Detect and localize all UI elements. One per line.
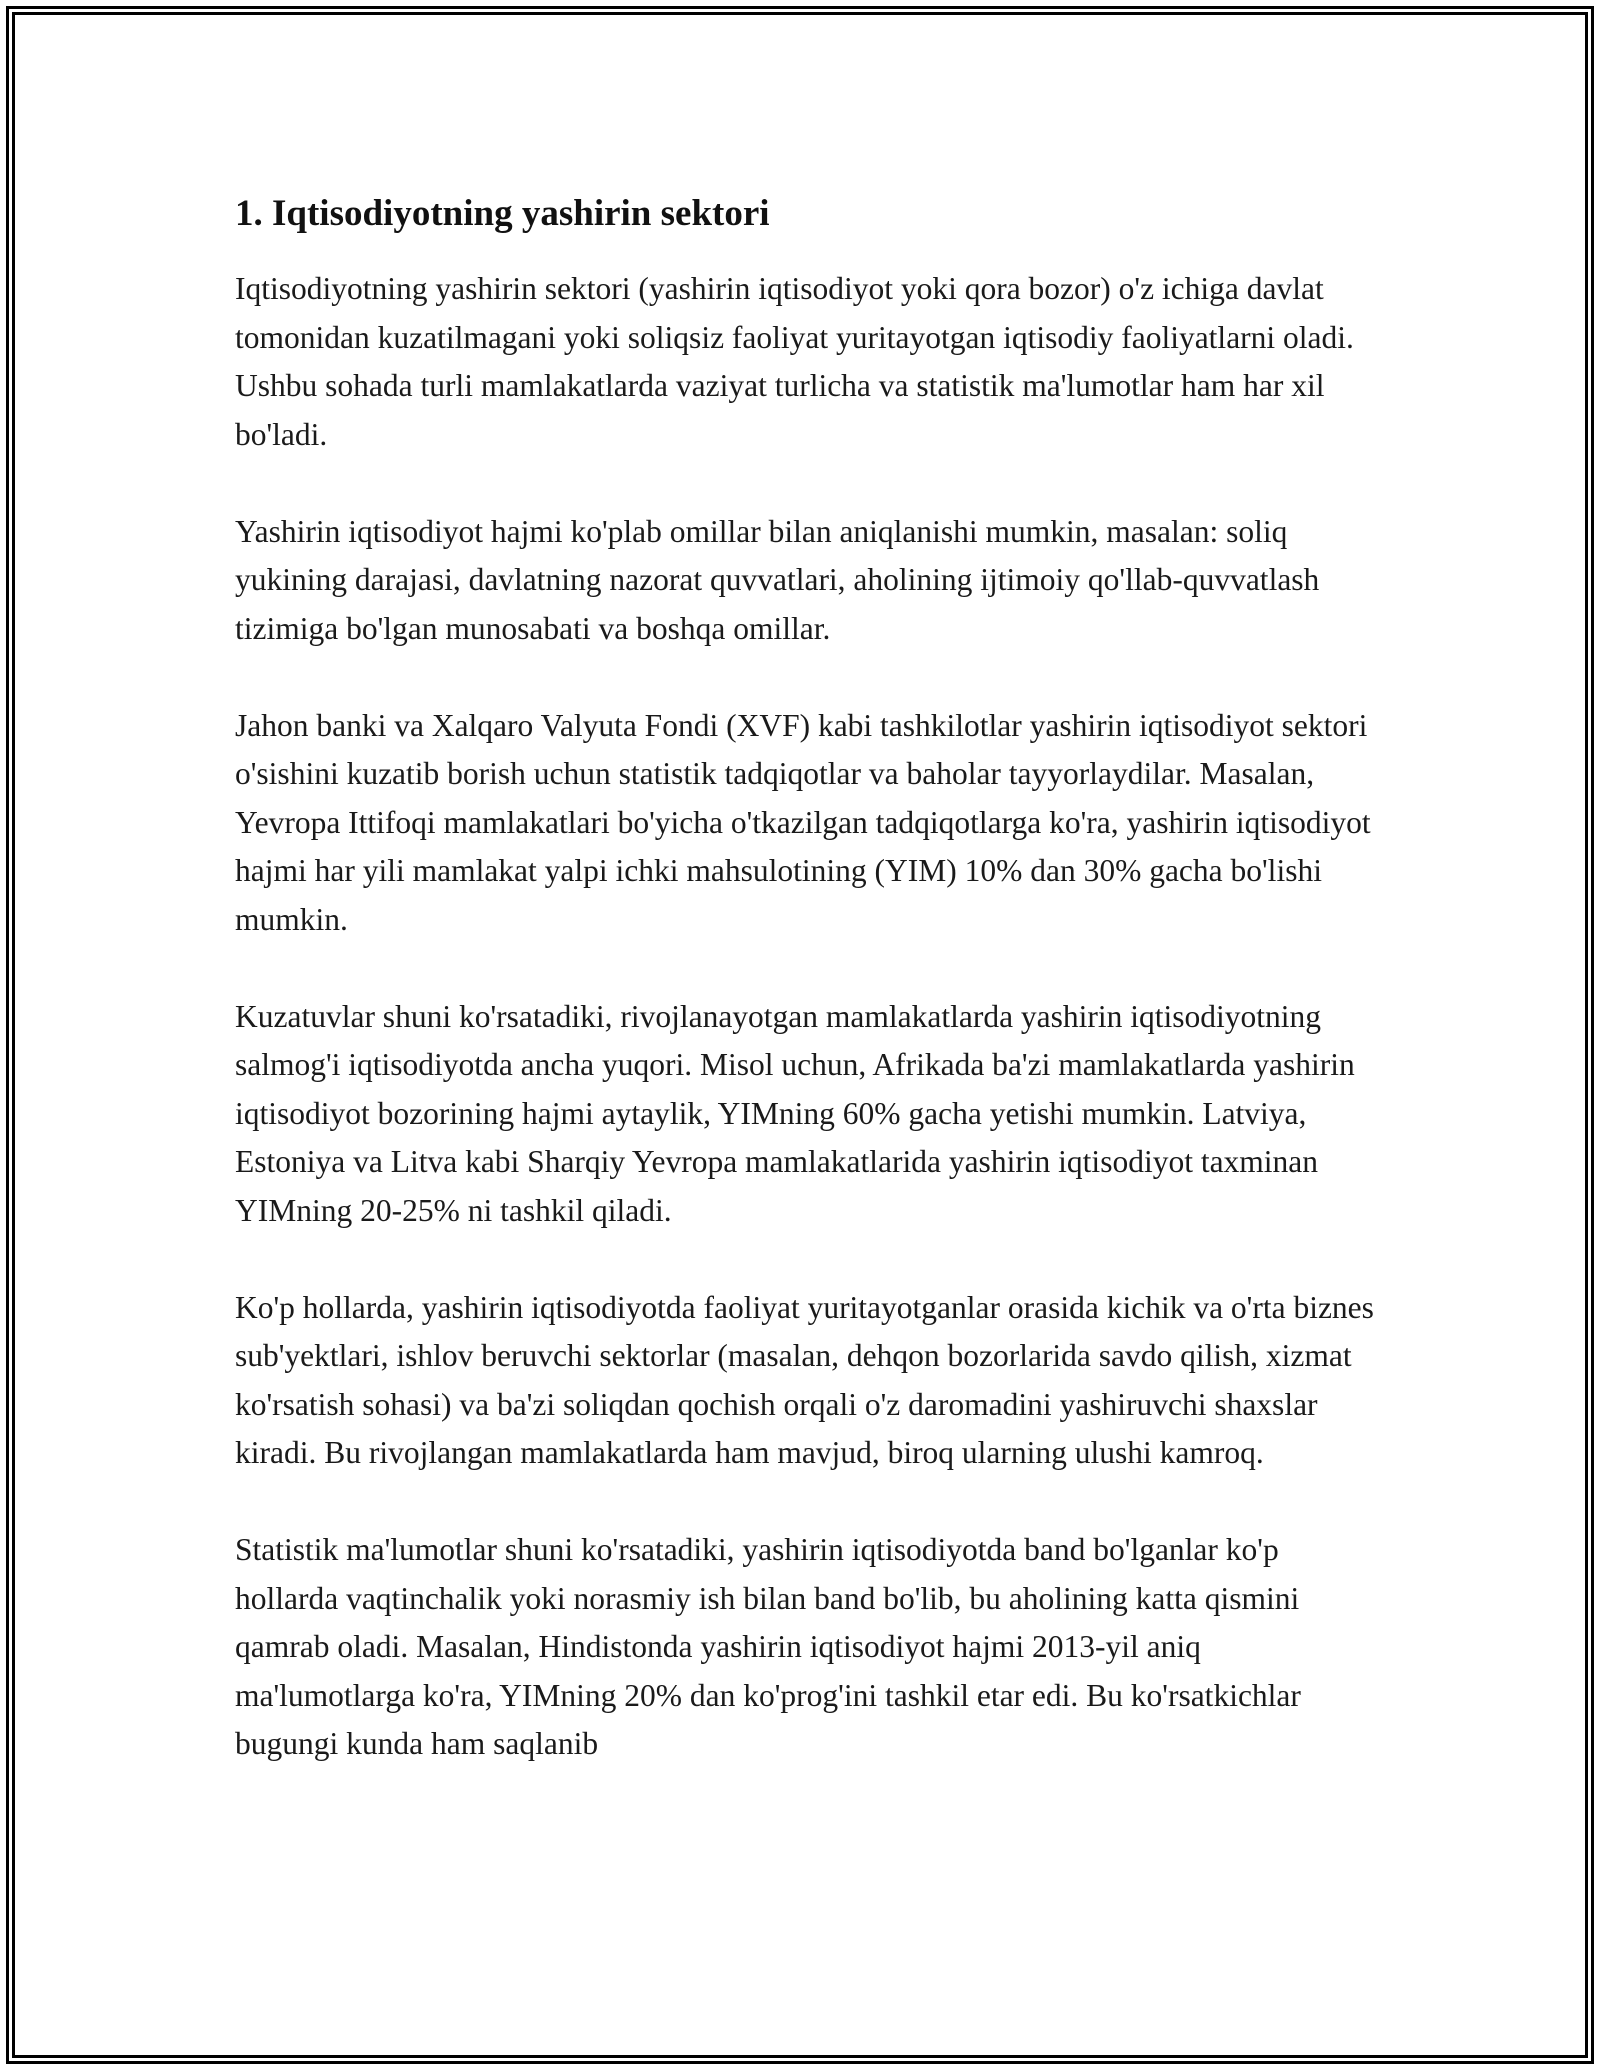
paragraph-factors: Yashirin iqtisodiyot hajmi ko'plab omillar bilan aniqlanishi mumkin, masalan: soliq yukining darajasi, davlatning nazorat quvvatlari, aholining ijtimoiy qo'llab-quvvatlash tizimiga bo'lgan munosabati va boshqa omillar. [235,513,1320,646]
paragraph-participants: Ko'p hollarda, yashirin iqtisodiyotda faoliyat yuritayotganlar orasida kichik va o'rta biznes sub'yektlari, ishlov beruvchi sektorlar (masalan, dehqon bozorlarida savdo qilish, xizmat ko'rsatish sohasi) va ba'zi soliqdan qochish orqali o'z daromadini yashiruvchi shaxslar kiradi. Bu rivojlangan mamlakatlarda ham mavjud, biroq ularning ulushi kamroq. [235,1289,1374,1470]
section-heading: 1. Iqtisodiyotning yashirin sektori [235,193,770,234]
paragraph-developing-countries: Kuzatuvlar shuni ko'rsatadiki, rivojlanayotgan mamlakatlarda yashirin iqtisodiyotning salmog'i iqtisodiyotda ancha yuqori. Misol uchun, Afrikada ba'zi mamlakatlarda yashirin iqtisodiyot bozorining hajmi aytaylik, YIMning 60% gacha yetishi mumkin. Latviya, Estoniya va Litva kabi Sharqiy Yevropa mamlakatlarida yashirin iqtisodiyot taxminan YIMning 20-25% ni tashkil qiladi. [235,998,1355,1228]
paragraph-definition: Iqtisodiyotning yashirin sektori (yashirin iqtisodiyot yoki qora bozor) o'z ichiga davlat tomonidan kuzatilmagani yoki soliqsiz faoliyat yuritayotgan iqtisodiy faoliyatlarni oladi. Ushbu sohada turli mamlakatlarda vaziyat turlicha va statistik ma'lumotlar ham har xil bo'ladi. [235,271,1354,452]
paragraph-organizations: Jahon banki va Xalqaro Valyuta Fondi (XVF) kabi tashkilotlar yashirin iqtisodiyot sektori o'sishini kuzatib borish uchun statistik tadqiqotlar va baholar tayyorlaydilar. Masalan, Yevropa Ittifoqi mamlakatlari bo'yicha o'tkazilgan tadqiqotlarga ko'ra, yashirin iqtisodiyot hajmi har yili mamlakat yalpi ichki mahsulotining (YIM) 10% dan 30% gacha bo'lishi mumkin. [235,707,1371,937]
document-body [235,185,1375,1769]
paragraph-statistics: Statistik ma'lumotlar shuni ko'rsatadiki, yashirin iqtisodiyotda band bo'lganlar ko'p hollarda vaqtinchalik yoki norasmiy ish bilan band bo'lib, bu aholining katta qismini qamrab oladi. Masalan, Hindistonda yashirin iqtisodiyot hajmi 2013-yil aniq ma'lumotlarga ko'ra, YIMning 20% dan ko'prog'ini tashkil etar edi. Bu ko'rsatkichlar bugungi kunda ham saqlanib [235,1532,1301,1761]
